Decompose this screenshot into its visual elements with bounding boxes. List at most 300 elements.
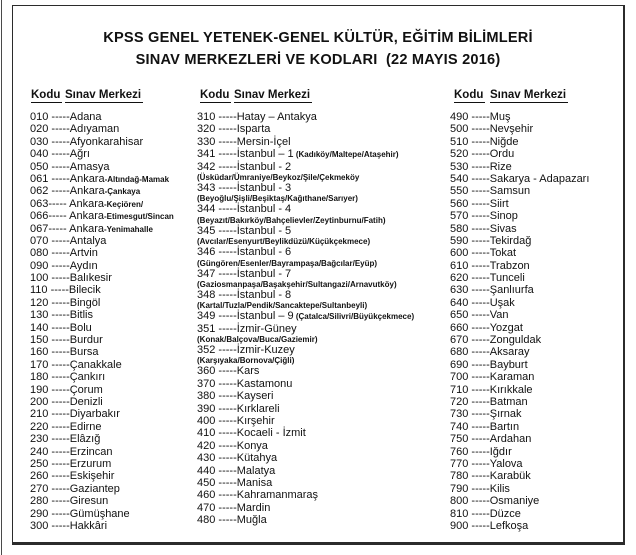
center-code: 580 bbox=[450, 222, 469, 235]
dash-separator: ----- bbox=[468, 408, 490, 421]
center-code: 190 bbox=[30, 383, 49, 396]
center-row bbox=[197, 111, 445, 123]
dash-separator: ----- bbox=[468, 519, 490, 532]
center-code: 430 bbox=[197, 452, 216, 465]
center-name: Çorum bbox=[69, 383, 103, 396]
dash-separator: ----- bbox=[48, 197, 70, 210]
dash-separator: ----- bbox=[48, 495, 70, 508]
center-row-line bbox=[30, 123, 196, 135]
center-row bbox=[197, 378, 445, 390]
dash-separator: ----- bbox=[468, 247, 490, 260]
center-code: 040 bbox=[30, 148, 49, 161]
center-row bbox=[450, 247, 622, 259]
center-name: Sakarya - Adapazarı bbox=[489, 172, 590, 185]
center-code: 720 bbox=[450, 395, 469, 408]
center-row bbox=[30, 247, 196, 259]
center-row-line bbox=[197, 323, 445, 335]
center-row-line bbox=[30, 346, 196, 358]
dash-separator: ----- bbox=[468, 309, 490, 322]
center-name: Şanlıurfa bbox=[489, 284, 534, 297]
center-row-line bbox=[197, 502, 445, 514]
dash-separator: ----- bbox=[468, 111, 490, 123]
dash-separator: ----- bbox=[48, 507, 70, 520]
center-row-line bbox=[450, 260, 622, 272]
center-code: 290 bbox=[30, 507, 49, 520]
center-row-line bbox=[450, 322, 622, 334]
center-row-line bbox=[450, 173, 622, 185]
dash-separator: ----- bbox=[215, 390, 237, 403]
center-row-line bbox=[450, 384, 622, 396]
center-name: Trabzon bbox=[489, 259, 530, 272]
dash-separator: ----- bbox=[48, 334, 70, 347]
dash-separator: ----- bbox=[468, 172, 490, 185]
center-code: 550 bbox=[450, 185, 469, 198]
dash-separator: ----- bbox=[48, 358, 70, 371]
center-name: Niğde bbox=[489, 135, 519, 148]
center-row bbox=[450, 359, 622, 371]
district-list-note: (Konak/Balçova/Buca/Gaziemir) bbox=[197, 335, 318, 345]
dash-separator: ----- bbox=[468, 358, 490, 371]
center-name: İstanbul - 2 bbox=[236, 160, 292, 173]
center-row bbox=[450, 185, 622, 197]
dash-separator: ----- bbox=[215, 123, 237, 136]
dash-separator: ----- bbox=[468, 482, 490, 495]
center-row-line bbox=[197, 310, 445, 322]
center-row bbox=[30, 297, 196, 309]
dash-separator: ----- bbox=[215, 288, 237, 301]
center-code: 900 bbox=[450, 519, 469, 532]
center-name: Malatya bbox=[236, 464, 276, 477]
center-code: 270 bbox=[30, 482, 49, 495]
center-row bbox=[450, 346, 622, 358]
center-row bbox=[197, 427, 445, 439]
center-row bbox=[450, 458, 622, 470]
center-code: 560 bbox=[450, 197, 469, 210]
center-row bbox=[197, 268, 445, 289]
center-code: 352 bbox=[197, 344, 216, 357]
center-name: Ağrı bbox=[69, 148, 90, 161]
center-row bbox=[197, 514, 445, 526]
center-code: 140 bbox=[30, 321, 49, 334]
center-name: Kırşehir bbox=[236, 415, 275, 428]
center-code: 130 bbox=[30, 309, 49, 322]
center-name: Gümüşhane bbox=[69, 507, 130, 520]
center-name: İstanbul - 7 bbox=[236, 267, 292, 280]
center-row-line bbox=[197, 111, 445, 123]
center-name: Adıyaman bbox=[69, 123, 120, 136]
center-name: Tekirdağ bbox=[489, 234, 532, 247]
center-row-line bbox=[450, 508, 622, 520]
center-row-line bbox=[450, 148, 622, 160]
center-row bbox=[30, 223, 196, 235]
center-name: Erzurum bbox=[69, 457, 112, 470]
dash-separator: ----- bbox=[48, 408, 70, 421]
dash-separator: ----- bbox=[48, 185, 70, 198]
center-name: İstanbul - 8 bbox=[236, 288, 292, 301]
dash-separator: ----- bbox=[48, 482, 70, 495]
center-row bbox=[30, 136, 196, 148]
center-name: Ankara bbox=[69, 210, 104, 223]
district-list-inline: (Kadıköy/Maltepe/Ataşehir) bbox=[293, 150, 399, 160]
center-code: 470 bbox=[197, 501, 216, 514]
center-row bbox=[450, 198, 622, 210]
center-row-line bbox=[197, 390, 445, 402]
center-code: 351 bbox=[197, 322, 216, 335]
dash-separator: ----- bbox=[468, 346, 490, 359]
center-name: Diyarbakır bbox=[69, 408, 120, 421]
center-code: 370 bbox=[197, 377, 216, 390]
center-code: 067 bbox=[30, 222, 49, 235]
center-row bbox=[30, 433, 196, 445]
center-code: 760 bbox=[450, 445, 469, 458]
center-name: Yozgat bbox=[489, 321, 523, 334]
center-row-line bbox=[30, 260, 196, 272]
center-code: 620 bbox=[450, 272, 469, 285]
center-row bbox=[450, 334, 622, 346]
center-row bbox=[197, 310, 445, 322]
center-row bbox=[450, 123, 622, 135]
center-code: 230 bbox=[30, 433, 49, 446]
dash-separator: ----- bbox=[468, 135, 490, 148]
center-row bbox=[197, 415, 445, 427]
center-row-line bbox=[450, 470, 622, 482]
center-name: Kars bbox=[236, 365, 260, 378]
center-row bbox=[30, 421, 196, 433]
center-row-line bbox=[30, 210, 196, 222]
center-row-line bbox=[450, 446, 622, 458]
center-code: 066 bbox=[30, 210, 49, 223]
dash-separator: ----- bbox=[468, 383, 490, 396]
dash-separator: ----- bbox=[48, 371, 70, 384]
dash-separator: ----- bbox=[215, 489, 237, 502]
center-row-line bbox=[30, 334, 196, 346]
center-row bbox=[197, 148, 445, 160]
center-name: Uşak bbox=[489, 296, 515, 309]
center-row bbox=[197, 289, 445, 310]
center-row bbox=[450, 408, 622, 420]
center-row-line bbox=[197, 477, 445, 489]
center-row-line bbox=[450, 371, 622, 383]
center-row-line bbox=[197, 225, 445, 237]
center-code: 310 bbox=[197, 111, 216, 123]
center-row-line bbox=[450, 297, 622, 309]
center-row-line bbox=[450, 223, 622, 235]
center-row bbox=[30, 470, 196, 482]
center-row bbox=[30, 210, 196, 222]
center-code: 349 bbox=[197, 310, 216, 323]
center-name: Bitlis bbox=[69, 309, 93, 322]
center-row bbox=[30, 483, 196, 495]
center-row-line bbox=[450, 359, 622, 371]
center-row bbox=[30, 371, 196, 383]
center-code: 570 bbox=[450, 210, 469, 223]
district-list-inline: -Çankaya bbox=[104, 187, 141, 197]
center-row-line bbox=[30, 433, 196, 445]
center-row-line bbox=[197, 203, 445, 215]
center-code: 660 bbox=[450, 321, 469, 334]
center-row bbox=[30, 520, 196, 532]
center-row-line bbox=[450, 123, 622, 135]
center-row-line bbox=[30, 359, 196, 371]
center-row bbox=[30, 161, 196, 173]
center-row bbox=[30, 185, 196, 197]
center-name: Sinop bbox=[489, 210, 518, 223]
center-name: Kırıkkale bbox=[489, 383, 533, 396]
dash-separator: ----- bbox=[215, 224, 237, 237]
center-name: Karabük bbox=[489, 470, 531, 483]
dash-separator: ----- bbox=[468, 185, 490, 198]
center-name: Bursa bbox=[69, 346, 99, 359]
center-row-line bbox=[450, 483, 622, 495]
center-row bbox=[450, 495, 622, 507]
column2-header-kodu: Kodu bbox=[200, 89, 230, 101]
center-row-line bbox=[197, 123, 445, 135]
center-code: 343 bbox=[197, 181, 216, 194]
center-row bbox=[197, 502, 445, 514]
center-row bbox=[197, 489, 445, 501]
center-list-column-2 bbox=[197, 111, 445, 527]
dash-separator: ----- bbox=[215, 246, 237, 259]
center-row bbox=[197, 225, 445, 246]
center-name: Bayburt bbox=[489, 358, 528, 371]
center-row bbox=[30, 384, 196, 396]
dash-separator: ----- bbox=[48, 247, 70, 260]
center-row-line bbox=[197, 289, 445, 301]
district-list-inline: -Keçiören/ bbox=[103, 199, 144, 209]
center-row-line bbox=[197, 365, 445, 377]
center-code: 346 bbox=[197, 246, 216, 259]
center-name: Lefkoşa bbox=[489, 519, 529, 532]
center-row bbox=[450, 260, 622, 272]
center-row bbox=[450, 297, 622, 309]
dash-separator: ----- bbox=[468, 507, 490, 520]
district-list-note: (Kartal/Tuzla/Pendik/Sancaktepe/Sultanbeyli) bbox=[197, 301, 368, 311]
center-name: Muş bbox=[489, 111, 511, 123]
center-row bbox=[450, 371, 622, 383]
center-row bbox=[197, 344, 445, 365]
center-row-line bbox=[197, 452, 445, 464]
center-row bbox=[30, 495, 196, 507]
center-name: Amasya bbox=[69, 160, 110, 173]
center-row-line bbox=[450, 210, 622, 222]
center-name: Ankara bbox=[69, 172, 105, 185]
center-row bbox=[450, 384, 622, 396]
center-row bbox=[450, 446, 622, 458]
center-row-line bbox=[450, 433, 622, 445]
center-name: Eskişehir bbox=[69, 470, 115, 483]
center-name: Ankara bbox=[69, 185, 105, 198]
center-name: İstanbul - 6 bbox=[236, 246, 292, 259]
center-name: İzmir-Kuzey bbox=[236, 344, 295, 357]
dash-separator: ----- bbox=[468, 148, 490, 161]
district-list-inline: -Yenimahalle bbox=[103, 224, 153, 234]
dash-separator: ----- bbox=[215, 181, 237, 194]
dash-separator: ----- bbox=[215, 452, 237, 465]
center-row bbox=[30, 359, 196, 371]
center-row-line bbox=[450, 421, 622, 433]
center-name: Adana bbox=[69, 111, 102, 123]
center-code: 670 bbox=[450, 334, 469, 347]
dash-separator: ----- bbox=[215, 439, 237, 452]
dash-separator: ----- bbox=[215, 501, 237, 514]
dash-separator: ----- bbox=[48, 346, 70, 359]
center-code: 347 bbox=[197, 267, 216, 280]
center-row bbox=[450, 235, 622, 247]
district-list-note: (Beyoğlu/Şişli/Beşiktaş/Kağıthane/Sarıyer) bbox=[197, 194, 358, 204]
center-row-line bbox=[450, 408, 622, 420]
dash-separator: ----- bbox=[215, 344, 237, 357]
center-name: Bilecik bbox=[68, 284, 101, 297]
center-row-line bbox=[197, 161, 445, 173]
dash-separator: ----- bbox=[48, 445, 70, 458]
dash-separator: ----- bbox=[215, 322, 237, 335]
dash-separator: ----- bbox=[48, 420, 70, 433]
center-code: 610 bbox=[450, 259, 469, 272]
dash-separator: ----- bbox=[215, 203, 237, 216]
center-name: Çanakkale bbox=[69, 358, 122, 371]
center-row bbox=[30, 235, 196, 247]
center-code: 440 bbox=[197, 464, 216, 477]
center-name: Siirt bbox=[489, 197, 509, 210]
center-name: Samsun bbox=[489, 185, 531, 198]
center-row-line bbox=[197, 440, 445, 452]
center-code: 160 bbox=[30, 346, 49, 359]
center-name: Bingöl bbox=[69, 296, 101, 309]
center-row bbox=[197, 161, 445, 182]
district-list-note: (Avcılar/Esenyurt/Beylikdüzü/Küçükçekmece) bbox=[197, 237, 371, 247]
center-row bbox=[30, 148, 196, 160]
center-name: Ardahan bbox=[489, 433, 532, 446]
center-code: 810 bbox=[450, 507, 469, 520]
center-row bbox=[197, 365, 445, 377]
center-name: Bartın bbox=[489, 420, 520, 433]
dash-separator: ----- bbox=[468, 495, 490, 508]
district-list-note: (Güngören/Esenler/Bayrampaşa/Bağcılar/Eyüp) bbox=[197, 258, 378, 268]
center-row-line bbox=[197, 403, 445, 415]
center-row-line bbox=[197, 268, 445, 280]
center-row-line bbox=[30, 408, 196, 420]
center-row bbox=[450, 223, 622, 235]
center-code: 300 bbox=[30, 519, 49, 532]
center-code: 220 bbox=[30, 420, 49, 433]
dash-separator: ----- bbox=[48, 148, 70, 161]
dash-separator: ----- bbox=[468, 160, 490, 173]
center-row-line bbox=[30, 520, 196, 532]
center-row bbox=[450, 520, 622, 532]
center-row-line bbox=[450, 235, 622, 247]
center-row bbox=[30, 173, 196, 185]
center-name: Sivas bbox=[489, 222, 517, 235]
center-row-line bbox=[197, 489, 445, 501]
center-row bbox=[30, 272, 196, 284]
center-row bbox=[450, 136, 622, 148]
column2-header-merkez: Sınav Merkezi bbox=[234, 89, 311, 101]
center-row bbox=[197, 452, 445, 464]
center-row bbox=[450, 210, 622, 222]
dash-separator: ----- bbox=[468, 197, 490, 210]
center-name: Aydın bbox=[69, 259, 98, 272]
document-title bbox=[13, 27, 623, 71]
center-code: 730 bbox=[450, 408, 469, 421]
center-name: Kırklareli bbox=[236, 402, 280, 415]
dash-separator: ----- bbox=[215, 148, 237, 161]
dash-separator: ----- bbox=[468, 123, 490, 136]
center-row-line bbox=[197, 465, 445, 477]
center-row-line bbox=[197, 378, 445, 390]
center-code: 420 bbox=[197, 439, 216, 452]
center-code: 030 bbox=[30, 135, 49, 148]
column1-header-merkez: Sınav Merkezi bbox=[65, 89, 142, 101]
district-list-inline: (Çatalca/Silivri/Büyükçekmece) bbox=[293, 312, 415, 322]
center-row-line bbox=[450, 346, 622, 358]
district-list-inline: -Etimesgut/Sincan bbox=[103, 212, 174, 222]
dash-separator: ----- bbox=[48, 135, 70, 148]
dash-separator: ----- bbox=[215, 377, 237, 390]
center-row bbox=[30, 284, 196, 296]
center-row-line bbox=[197, 148, 445, 160]
center-row-line bbox=[197, 415, 445, 427]
center-code: 710 bbox=[450, 383, 469, 396]
center-code: 520 bbox=[450, 148, 469, 161]
center-row bbox=[30, 123, 196, 135]
center-row bbox=[30, 346, 196, 358]
center-row bbox=[197, 477, 445, 489]
center-list-column-3 bbox=[450, 111, 622, 532]
center-code: 460 bbox=[197, 489, 216, 502]
dash-separator: ----- bbox=[48, 296, 70, 309]
center-name: İstanbul – 9 bbox=[236, 310, 294, 323]
center-code: 640 bbox=[450, 296, 469, 309]
center-code: 700 bbox=[450, 371, 469, 384]
center-row-line bbox=[450, 334, 622, 346]
center-row bbox=[197, 123, 445, 135]
center-name: Van bbox=[489, 309, 509, 322]
center-row-line bbox=[197, 427, 445, 439]
center-row-line bbox=[450, 495, 622, 507]
center-row-line bbox=[30, 470, 196, 482]
center-row-line bbox=[450, 247, 622, 259]
dash-separator: ----- bbox=[468, 272, 490, 285]
center-code: 770 bbox=[450, 457, 469, 470]
dash-separator: ----- bbox=[215, 160, 237, 173]
center-row-line bbox=[30, 483, 196, 495]
center-code: 480 bbox=[197, 514, 216, 527]
center-row bbox=[30, 458, 196, 470]
center-code: 690 bbox=[450, 358, 469, 371]
dash-separator: ----- bbox=[468, 284, 490, 297]
dash-separator: ----- bbox=[215, 514, 237, 527]
dash-separator: ----- bbox=[468, 420, 490, 433]
dash-separator: ----- bbox=[468, 445, 490, 458]
center-code: 110 bbox=[30, 284, 48, 297]
center-row bbox=[30, 322, 196, 334]
center-code: 360 bbox=[197, 365, 216, 378]
center-name: Mardin bbox=[236, 501, 271, 514]
center-name: Rize bbox=[489, 160, 512, 173]
center-code: 410 bbox=[197, 427, 216, 440]
dash-separator: ----- bbox=[48, 172, 70, 185]
dash-separator: ----- bbox=[48, 160, 70, 173]
dash-separator: ----- bbox=[48, 259, 70, 272]
center-code: 170 bbox=[30, 358, 49, 371]
center-row bbox=[450, 161, 622, 173]
center-row-line bbox=[450, 396, 622, 408]
center-row-line bbox=[30, 198, 196, 210]
title-line-2: SINAV MERKEZLERİ VE KODLARI (22 MAYIS 2016) bbox=[135, 52, 501, 68]
district-list-note: (Karşıyaka/Bornova/Çiğli) bbox=[197, 356, 295, 366]
center-row bbox=[450, 111, 622, 123]
center-row-line bbox=[30, 247, 196, 259]
